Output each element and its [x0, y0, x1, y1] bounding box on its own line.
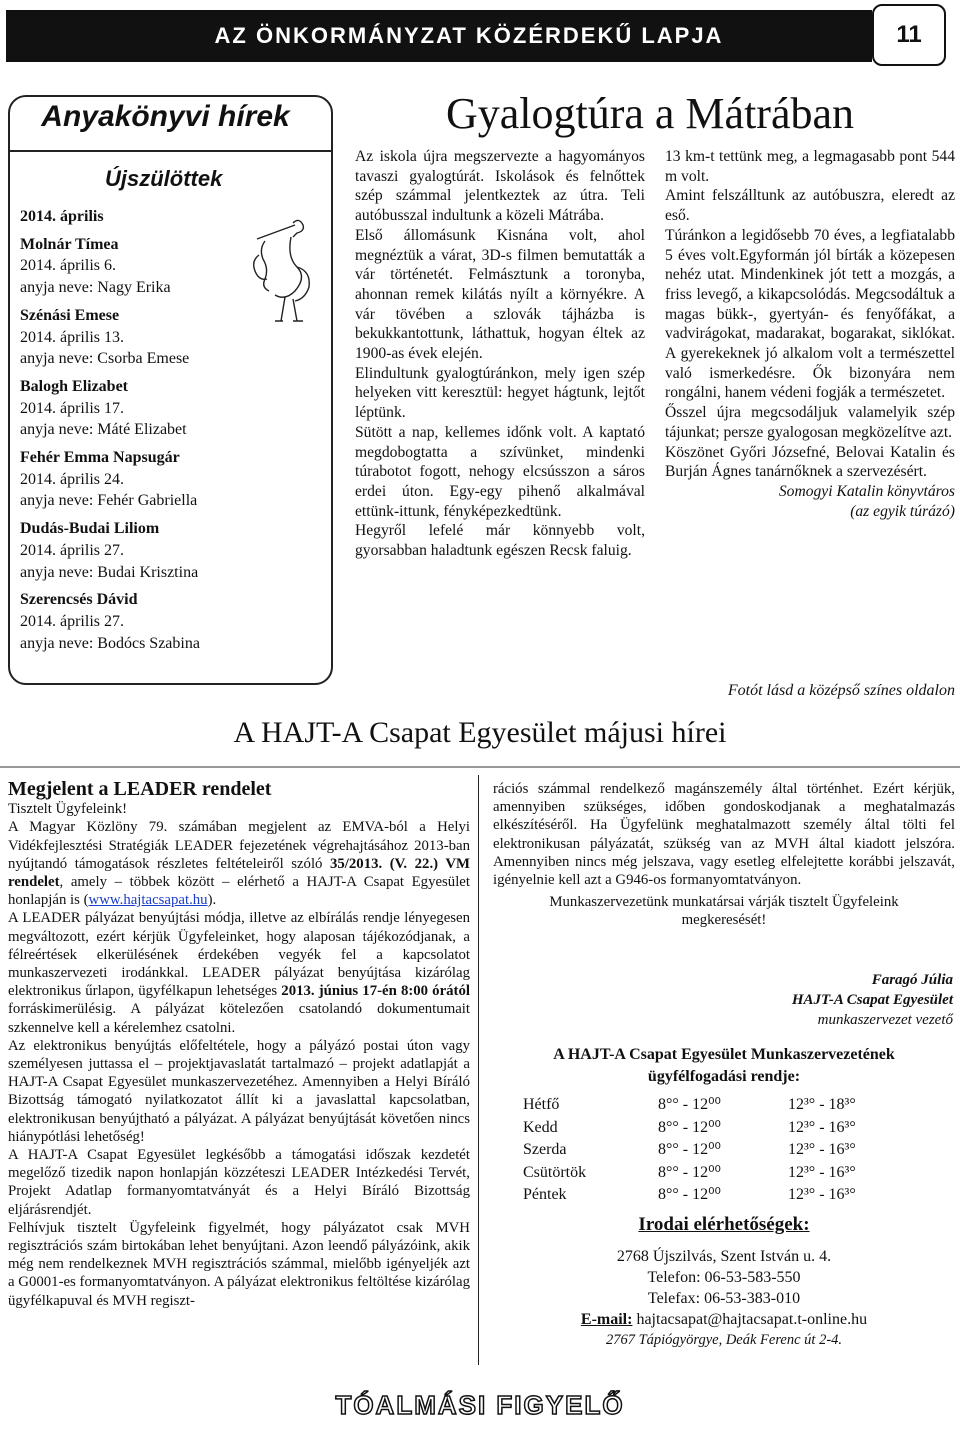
- paragraph: Amint felszálltunk az autóbuszra, eleredt az eső.: [665, 187, 955, 225]
- paragraph: Túránkon a legidősebb 70 éves, a legfiatalabb 5 éves volt.Egyformán jól bírták a közepesen nehéz utat. Mindenkinek jót tett a mozgás, a friss levegő, a kikapcsolódás. Megcsodáltuk a magas bükk-, gyertyán- és fenyőfákat, a vadvirágokat, madarakat, bogarakat, siklókat. A gyerekeknek jó alkalom volt a természettel való ismerkedésre. Ők bizonyára nem rongálni, hanem védeni fogják a természetet.: [665, 226, 955, 402]
- paragraph: 13 km-t tettünk meg, a legmagasabb pont 544 m volt.: [665, 148, 955, 185]
- sign-org: HAJT-A Csapat Egyesület: [791, 992, 953, 1008]
- fax: Telefax: 06-53-383-010: [647, 1290, 801, 1307]
- paragraph: Hegyről lefelé már könnyebb volt, gyorsabban haladtunk egészen Recsk faluig.: [355, 522, 645, 560]
- paragraph: rációs számmal rendelkező magánszemély által történhet. Ezért kérjük, amennyiben szükséges, időben gondoskodjanak a meghatalmazás elkészítéséről. Ha Ügyfelünk meghatalmazott személy által tölti fel elektronikusan pályázatát, szükség van az MVH által kiadott jelszóra. Amennyiben nincs még jelszava, vagy esetleg elfelejtette korábbi jelszavát, igényelnie kell azt a G946-os formanyomtatványon.: [493, 781, 955, 889]
- sign-name: Faragó Júlia: [871, 972, 953, 988]
- birth-mother: anyja neve: Máté Elizabet: [20, 421, 187, 439]
- paragraph: A Magyar Közlöny 79. számában megjelent az EMVA-ból a Helyi Vidékfejlesztési Stratégiák LEADER fejezetének végrehajtásához 2013-ban nyújtandó támogatások részletes feltételeiről szóló 35/2013. (V. 22.) VM rendelet, amely – többek között – elérhető a HAJT-A Csapat Egyesület honlapján is (www.hajtacsapat.hu).: [8, 819, 470, 909]
- birth-name: Molnár Tímea: [20, 235, 119, 253]
- hike-column-1: [355, 147, 645, 561]
- website-link[interactable]: www.hajtacsapat.hu: [88, 892, 208, 909]
- birth-date: 2014. április 27.: [20, 612, 124, 630]
- birth-date: 2014. április 24.: [20, 470, 124, 488]
- greeting: Tisztelt Ügyfeleink!: [8, 801, 128, 818]
- birth-name: Balogh Elizabet: [20, 377, 129, 395]
- phone: Telefon: 06-53-583-550: [647, 1269, 801, 1286]
- leader-article-continued: [493, 780, 955, 930]
- paragraph: Felhívjuk tisztelt Ügyfeleink figyelmét, hogy pályázatot csak MVH regisztrációs szám birtokában lehet benyújtani. Azon leendő pályázóink, akik még nem rendelkeznek MVH regisztrációs számmal, mielőbb igényeljék azt a G0001-es formanyomtatványon. A pályázat elektronikus feltöltése kizárólag ügyfélkapuval és MVH regiszt-: [8, 1219, 470, 1309]
- article-title: Megjelent a LEADER rendelet: [8, 778, 272, 800]
- birth-mother: anyja neve: Budai Krisztina: [20, 563, 199, 581]
- paragraph: Az elektronikus benyújtás előfeltétele, hogy a pályázó postai úton vagy személyesen juttassa el – projektjavaslatát tartalmazó – projekt adatlapját a HAJT-A Csapat Egyesület munkaszervezetéhez. Amennyiben a Helyi Bíráló Bizottság támogató nyilatkozatot állít ki a javaslattal kapcsolatban, elektronikusan benyújtható a pályázat. A pályázat benyújtását követően nincs hiánypótlási lehetőség!: [8, 1037, 470, 1145]
- section-divider: [0, 766, 960, 768]
- paragraph: Első állomásunk Kisnána volt, ahol megnéztük a várat, 3D-s filmen bemutatták a vár történetét. Felmásztunk a toronyba, ahonnan remek kilátás nyílt a környékre. A vár tövében a szlovák tájházba is bekukkantottunk, láthattuk, hogyan éltek az 1900-as évek elején.: [355, 226, 645, 363]
- table-row: Csütörtök 8°° - 12⁰⁰ 12³° - 16³°: [523, 1163, 856, 1181]
- address-2: 2767 Tápiógyörgye, Deák Ferenc út 2-4.: [605, 1332, 843, 1348]
- page-number: 11: [872, 4, 946, 66]
- birth-name: Szerencsés Dávid: [20, 591, 138, 609]
- office-hours-title: A HAJT-A Csapat Egyesület Munkaszervezetének ügyfélfogadási rendje:: [553, 1046, 895, 1085]
- paragraph: Köszönet Győri Józsefné, Belovai Katalin és Burján Ágnes tanárnőknek a szervezésért.: [665, 443, 955, 481]
- column-divider: [478, 775, 479, 1365]
- paragraph: Sütött a nap, kellemes időnk volt. A kaptató megdobogtatta a szívünket, mindenki túrabotot fogott, nehogy elcsússzon a sáros erdei úton. Egy-egy pihenő alkalmával ettünk-ittunk, fényképezkedtünk.: [355, 423, 645, 520]
- births-month: 2014. április: [20, 208, 104, 225]
- birth-mother: anyja neve: Fehér Gabriella: [20, 492, 198, 510]
- leader-article: [8, 780, 470, 1310]
- birth-name: Fehér Emma Napsugár: [20, 449, 180, 467]
- birth-date: 2014. április 27.: [20, 541, 124, 559]
- hajta-section-title: A HAJT-A Csapat Egyesület májusi hírei: [233, 716, 727, 749]
- footer-logo: TÓALMÁSI FIGYELŐ: [335, 1390, 625, 1420]
- hike-author-role: (az egyik túrázó): [850, 502, 955, 520]
- birth-mother: anyja neve: Nagy Erika: [20, 279, 171, 297]
- table-row: Kedd 8°° - 12⁰⁰ 12³° - 16³°: [523, 1118, 856, 1136]
- birth-date: 2014. április 13.: [20, 328, 124, 346]
- address: 2768 Újszilvás, Szent István u. 4.: [616, 1248, 832, 1265]
- contact-title: Irodai elérhetőségek:: [638, 1214, 810, 1235]
- sign-role: munkaszervezet vezető: [817, 1012, 953, 1028]
- birth-name: Szénási Emese: [20, 306, 120, 324]
- table-row: Hétfő 8°° - 12⁰⁰ 12³° - 18³°: [523, 1096, 856, 1113]
- paragraph: Az iskola újra megszervezte a hagyományos tavaszi gyalogtúrát. Iskolások és felnőttek szép számmal jelentkeztek az útra. Teli autóbusszal indultunk a közeli Mátrába.: [355, 148, 645, 225]
- paragraph: A HAJT-A Csapat Egyesület legkésőbb a támogatási időszak kezdetét megelőző tizedik napon honlapján közzéteszi LEADER Intézkedési Tervét, Projekt Adatlap formanyomtatványát és a Helyi Bíráló Bizottság eljárásrendjét.: [8, 1147, 470, 1218]
- birth-mother: anyja neve: Csorba Emese: [20, 350, 190, 368]
- birth-date: 2014. április 17.: [20, 399, 124, 417]
- email[interactable]: E-mail: hajtacsapat@hajtacsapat.t-online.hu: [580, 1311, 868, 1328]
- table-row: Szerda 8°° - 12⁰⁰ 12³° - 16³°: [523, 1141, 856, 1158]
- paragraph: Munkaszervezetünk munkatársai várják tisztelt Ügyfeleink megkeresését!: [549, 894, 899, 929]
- hike-author: Somogyi Katalin könyvtáros: [778, 482, 955, 500]
- table-row: Péntek 8°° - 12⁰⁰ 12³° - 16³°: [523, 1186, 856, 1203]
- newborns-subtitle: Újszülöttek: [105, 166, 223, 191]
- signature: [700, 970, 953, 1030]
- birth-mother: anyja neve: Bodócs Szabina: [20, 634, 200, 652]
- birth-name: Dudás-Budai Liliom: [20, 520, 160, 538]
- birth-date: 2014. április 6.: [20, 257, 116, 275]
- paragraph: A LEADER pályázat benyújtási módja, illetve az elbírálás rendje lényegesen megváltozott, ezért kérjük Ügyfeleinket, hogy alaposan tájékozódjanak, a félreértések elkerülésének érdekében vegyék fel a kapcsolatot munkaszervezeti irodánkkal. LEADER pályázat benyújtása kizárólag elektronikus űrlapon, ügyfélkapun lehetséges 2013. június 17-én 8:00 órától forráskimerülésig. A pályázat kötelezően csatolandó dokumentumait szkennelve kell a kérelemhez csatolni.: [8, 910, 470, 1036]
- publication-title: AZ ÖNKORMÁNYZAT KÖZÉRDEKŰ LAPJA: [214, 23, 724, 48]
- office-hours-table: [523, 1094, 856, 1207]
- contact-block: [493, 1246, 955, 1351]
- registry-title: Anyakönyvi hírek: [41, 100, 290, 133]
- paragraph: Ősszel újra megcsodáljuk valamelyik szép tájunkat; persze gyalogosan megközelítve azt.: [665, 404, 955, 441]
- hike-column-2: [665, 147, 955, 521]
- hike-title: Gyalogtúra a Mátrában: [445, 89, 855, 138]
- registry-divider: [8, 150, 333, 152]
- paragraph: Elindultunk gyalogtúránkon, mely igen szép helyeken vitt keresztül: hegyet hágtunk, lejtőt léptünk.: [355, 364, 645, 422]
- photo-note: Fotót lásd a középső színes oldalon: [727, 682, 955, 699]
- births-list: [20, 206, 270, 654]
